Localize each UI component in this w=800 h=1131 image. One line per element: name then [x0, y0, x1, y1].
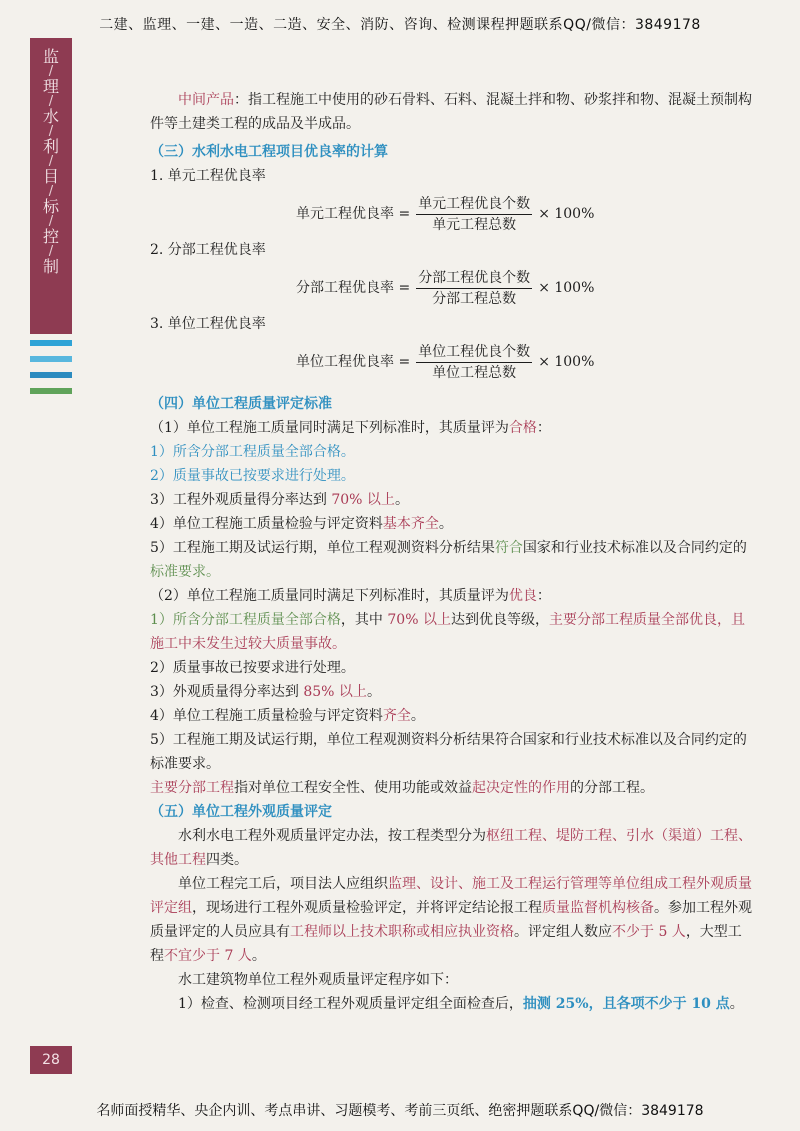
bottom-banner: 名师面授精华、央企内训、考点串讲、习题模考、考前三页纸、绝密押题联系QQ/微信：3849178: [96, 1103, 704, 1119]
fraction: $\frac{\text{单位工程优良个数}}{\text{单位工程总数}}$: [418, 343, 531, 381]
pass-item-3: 3）工程外观质量得分率达到 70% 以上。: [150, 492, 409, 508]
section-heading-4: （四）单位工程质量评定标准: [150, 396, 332, 412]
excellent-item-4: 4）单位工程施工质量检验与评定资料齐全。: [150, 708, 425, 724]
section-heading-5: （五）单位工程外观质量评定: [150, 804, 332, 820]
sidebar-char: 制: [42, 257, 59, 276]
sidebar-char: 控: [42, 227, 59, 246]
sidebar-stripe: [30, 372, 72, 378]
sidebar-char: 水: [42, 107, 59, 126]
pass-item-4: 4）单位工程施工质量检验与评定资料基本齐全。: [150, 516, 453, 532]
sidebar-stripe: [30, 340, 72, 346]
pass-item-2: 2）质量事故已按要求进行处理。: [150, 468, 355, 484]
formula-label-division: 2. 分部工程优良率: [150, 242, 266, 258]
formula-label-unit-project: 3. 单位工程优良率: [150, 316, 266, 332]
sidebar-char: 标: [42, 197, 59, 216]
sidebar-stripe: [30, 388, 72, 394]
fraction: $\frac{\text{分部工程优良个数}}{\text{分部工程总数}}$: [418, 269, 531, 307]
page-content: [150, 88, 755, 1016]
top-banner: 二建、监理、一建、一造、二造、安全、消防、咨询、检测课程押题联系QQ/微信：3849178: [99, 17, 701, 33]
appearance-method-paragraph: 水利水电工程外观质量评定办法，按工程类型分为枢纽工程、堤防工程、引水（渠道）工程、其他工程四类。: [150, 828, 752, 868]
excellent-item-2: 2）质量事故已按要求进行处理。: [150, 660, 355, 676]
intermediate-product-paragraph: 中间产品：指工程施工中使用的砂石骨料、石料、混凝土拌和物、砂浆拌和物、混凝土预制构件等土建类工程的成品及半成品。: [150, 92, 752, 132]
term-intermediate-product: 中间产品: [178, 92, 234, 108]
appearance-team-paragraph: 单位工程完工后，项目法人应组织监理、设计、施工及工程运行管理等单位组成工程外观质量评定组，现场进行工程外观质量检验评定，并将评定结论报工程质量监督机构核备。参加工程外观质量评定的人员应具有工程师以上技术职称或相应执业资格。评定组人数应不少于 5 人，大型工程不宜少于 7 人。: [150, 876, 752, 964]
fraction: $\frac{\text{单元工程优良个数}}{\text{单元工程总数}}$: [418, 195, 531, 233]
excellent-item-1: 1）所含分部工程质量全部合格，其中 70% 以上达到优良等级，主要分部工程质量全部优良，且施工中未发生过较大质量事故。: [150, 612, 745, 652]
sidebar-stripe: [30, 356, 72, 362]
section-heading-3: （三）水利水电工程项目优良率的计算: [150, 144, 388, 160]
sidebar-tab: [30, 38, 72, 334]
excellent-criteria-intro: （2）单位工程施工质量同时满足下列标准时，其质量评为优良：: [150, 588, 551, 604]
excellent-item-5: 5）工程施工期及试运行期，单位工程观测资料分析结果符合国家和行业技术标准以及合同约定的标准要求。: [150, 732, 747, 772]
excellent-item-3: 3）外观质量得分率达到 85% 以上。: [150, 684, 381, 700]
sidebar-label: 监 / 理 / 水 / 利 / 目 / 标 / 控 / 制: [42, 47, 59, 276]
sidebar-char: 利: [42, 137, 59, 156]
formula-label-unit-element: 1. 单元工程优良率: [150, 168, 266, 184]
formula-unit-element: 单元工程优良率 = $\frac{\text{单元工程优良个数}}{\text{单元工程总数}}$ × 100%: [296, 195, 595, 233]
procedure-item-1: 1）检查、检测项目经工程外观质量评定组全面检查后，抽测 25%，且各项不少于 10 点。: [178, 996, 744, 1012]
pass-item-1: 1）所含分部工程质量全部合格。: [150, 444, 355, 460]
pass-criteria-intro: （1）单位工程施工质量同时满足下列标准时，其质量评为合格：: [150, 420, 551, 436]
sidebar-char: 理: [42, 77, 59, 96]
formula-unit-project: 单位工程优良率 = $\frac{\text{单位工程优良个数}}{\text{单位工程总数}}$ × 100%: [296, 343, 595, 381]
page-number: 28: [30, 1046, 72, 1074]
main-division-note: 主要分部工程指对单位工程安全性、使用功能或效益起决定性的作用的分部工程。: [150, 780, 654, 796]
formula-division: 分部工程优良率 = $\frac{\text{分部工程优良个数}}{\text{分部工程总数}}$ × 100%: [296, 269, 595, 307]
pass-item-5: 5）工程施工期及试运行期，单位工程观测资料分析结果符合国家和行业技术标准以及合同约定的标准要求。: [150, 540, 747, 580]
sidebar-char: 目: [42, 167, 59, 186]
procedure-intro: 水工建筑物单位工程外观质量评定程序如下：: [178, 972, 458, 988]
sidebar-char: 监: [42, 47, 59, 66]
